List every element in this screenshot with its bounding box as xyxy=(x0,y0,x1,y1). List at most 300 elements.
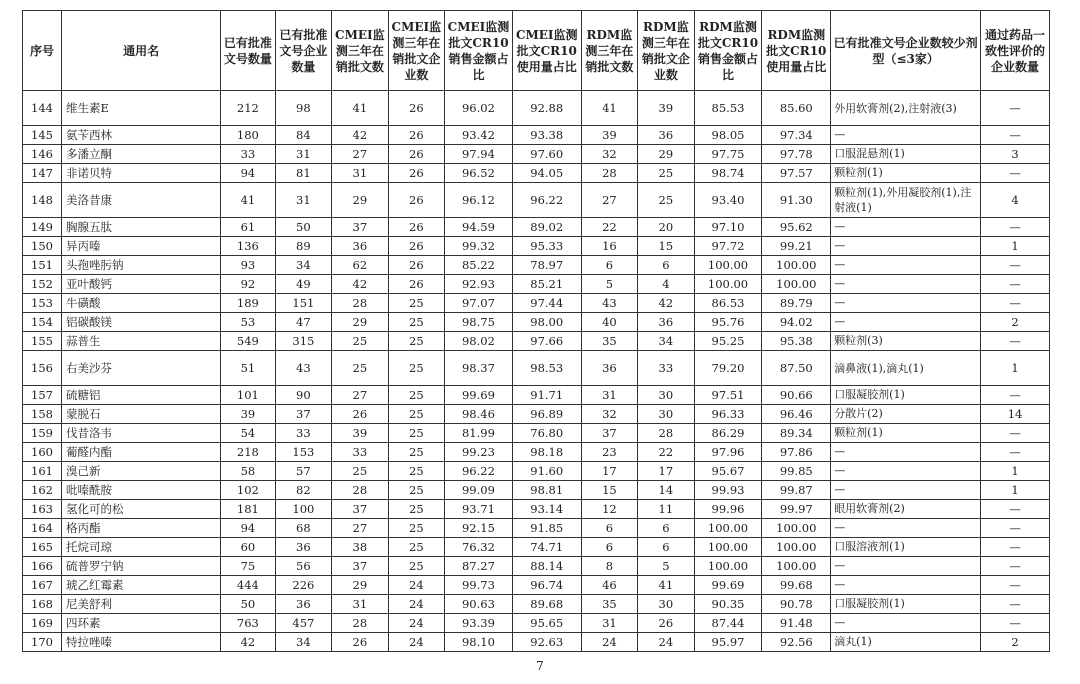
table-cell: 62 xyxy=(332,256,388,275)
table-cell: 37 xyxy=(275,405,331,424)
table-cell: 98.10 xyxy=(445,633,513,652)
table-cell: 161 xyxy=(23,462,62,481)
table-cell: — xyxy=(831,481,981,500)
table-cell: 98.75 xyxy=(445,313,513,332)
table-cell: 托烷司琼 xyxy=(62,538,221,557)
table-cell: 95.67 xyxy=(694,462,762,481)
table-cell: 97.44 xyxy=(512,294,581,313)
table-cell: — xyxy=(831,294,981,313)
table-row xyxy=(23,183,1050,218)
table-cell: 41 xyxy=(332,91,388,126)
table-cell: 伐昔洛韦 xyxy=(62,424,221,443)
table-cell: 43 xyxy=(275,351,331,386)
table-cell: 29 xyxy=(332,313,388,332)
table-cell: 20 xyxy=(638,218,694,237)
table-cell: 牛磺酸 xyxy=(62,294,221,313)
table-cell: 148 xyxy=(23,183,62,218)
table-cell: 91.71 xyxy=(512,386,581,405)
table-cell: 226 xyxy=(275,576,331,595)
table-cell: 61 xyxy=(221,218,275,237)
table-cell: 93.14 xyxy=(512,500,581,519)
table-cell: 分散片(2) xyxy=(831,405,981,424)
table-cell: 98.02 xyxy=(445,332,513,351)
table-cell: 33 xyxy=(275,424,331,443)
table-cell: 94 xyxy=(221,164,275,183)
table-cell: 166 xyxy=(23,557,62,576)
table-cell: — xyxy=(831,576,981,595)
table-cell: 29 xyxy=(332,576,388,595)
table-cell: 维生素E xyxy=(62,91,221,126)
table-cell: 39 xyxy=(581,126,637,145)
table-cell: 28 xyxy=(332,481,388,500)
table-cell: 24 xyxy=(388,576,444,595)
table-cell: 95.97 xyxy=(694,633,762,652)
table-cell: 26 xyxy=(332,633,388,652)
table-cell: 97.60 xyxy=(512,145,581,164)
table-cell: 160 xyxy=(23,443,62,462)
drug-data-table xyxy=(22,10,1050,652)
table-cell: 147 xyxy=(23,164,62,183)
table-row xyxy=(23,91,1050,126)
table-cell: 30 xyxy=(638,405,694,424)
table-cell: 25 xyxy=(388,313,444,332)
table-cell: 99.21 xyxy=(762,237,831,256)
table-cell: 149 xyxy=(23,218,62,237)
data-table-container xyxy=(22,10,1050,652)
table-cell: 胸腺五肽 xyxy=(62,218,221,237)
table-cell: 99.93 xyxy=(694,481,762,500)
table-row xyxy=(23,519,1050,538)
table-cell: 50 xyxy=(275,218,331,237)
table-cell: 93.42 xyxy=(445,126,513,145)
table-cell: 26 xyxy=(638,614,694,633)
table-cell: 56 xyxy=(275,557,331,576)
table-cell: 144 xyxy=(23,91,62,126)
table-cell: 27 xyxy=(332,519,388,538)
table-cell: 25 xyxy=(388,500,444,519)
table-cell: 181 xyxy=(221,500,275,519)
table-cell: 146 xyxy=(23,145,62,164)
table-body xyxy=(23,91,1050,652)
page-number: 7 xyxy=(536,659,544,673)
table-cell: 氢化可的松 xyxy=(62,500,221,519)
table-cell: 170 xyxy=(23,633,62,652)
table-cell: 57 xyxy=(275,462,331,481)
table-cell: 101 xyxy=(221,386,275,405)
table-cell: — xyxy=(981,443,1050,462)
table-cell: 96.33 xyxy=(694,405,762,424)
table-cell: 76.32 xyxy=(445,538,513,557)
table-row xyxy=(23,481,1050,500)
table-cell: 36 xyxy=(332,237,388,256)
table-cell: 29 xyxy=(332,183,388,218)
table-cell: 17 xyxy=(581,462,637,481)
table-cell: 46 xyxy=(581,576,637,595)
table-cell: 98 xyxy=(275,91,331,126)
table-cell: 87.50 xyxy=(762,351,831,386)
table-cell: 吡嗪酰胺 xyxy=(62,481,221,500)
table-cell: 49 xyxy=(275,275,331,294)
table-cell: 92.56 xyxy=(762,633,831,652)
table-cell: 5 xyxy=(638,557,694,576)
table-cell: 74.71 xyxy=(512,538,581,557)
table-cell: 99.68 xyxy=(762,576,831,595)
table-row xyxy=(23,351,1050,386)
table-cell: 葡醛内酯 xyxy=(62,443,221,462)
table-cell: 151 xyxy=(275,294,331,313)
table-cell: — xyxy=(981,332,1050,351)
table-cell: 99.73 xyxy=(445,576,513,595)
table-cell: 165 xyxy=(23,538,62,557)
table-cell: 25 xyxy=(388,462,444,481)
table-cell: 眼用软膏剂(2) xyxy=(831,500,981,519)
table-cell: 25 xyxy=(638,183,694,218)
table-cell: 150 xyxy=(23,237,62,256)
table-cell: 4 xyxy=(638,275,694,294)
table-cell: 17 xyxy=(638,462,694,481)
table-cell: 97.10 xyxy=(694,218,762,237)
table-row xyxy=(23,237,1050,256)
column-header: 已有批准文号企业数较少剂型（≤3家） xyxy=(831,11,981,91)
table-cell: 1 xyxy=(981,462,1050,481)
table-cell: 164 xyxy=(23,519,62,538)
table-cell: 1 xyxy=(981,351,1050,386)
table-cell: 25 xyxy=(388,481,444,500)
table-cell: 37 xyxy=(332,557,388,576)
table-cell: 25 xyxy=(388,424,444,443)
table-row xyxy=(23,145,1050,164)
table-cell: 25 xyxy=(388,443,444,462)
table-cell: 89 xyxy=(275,237,331,256)
table-cell: 136 xyxy=(221,237,275,256)
table-cell: 34 xyxy=(275,256,331,275)
table-cell: 滴鼻液(1),滴丸(1) xyxy=(831,351,981,386)
table-row xyxy=(23,424,1050,443)
table-cell: 100.00 xyxy=(762,275,831,294)
table-cell: 颗粒剂(1) xyxy=(831,424,981,443)
table-cell: 口服凝胶剂(1) xyxy=(831,595,981,614)
table-cell: 99.96 xyxy=(694,500,762,519)
table-cell: 81 xyxy=(275,164,331,183)
table-row xyxy=(23,386,1050,405)
table-cell: 6 xyxy=(638,538,694,557)
table-cell: 90.35 xyxy=(694,595,762,614)
table-cell: 溴己新 xyxy=(62,462,221,481)
table-cell: 30 xyxy=(638,386,694,405)
table-cell: 97.94 xyxy=(445,145,513,164)
table-cell: 异丙嗪 xyxy=(62,237,221,256)
column-header: 序号 xyxy=(23,11,62,91)
table-cell: 212 xyxy=(221,91,275,126)
table-row xyxy=(23,500,1050,519)
table-cell: 99.97 xyxy=(762,500,831,519)
table-cell: 97.96 xyxy=(694,443,762,462)
table-cell: 54 xyxy=(221,424,275,443)
header-row xyxy=(23,11,1050,91)
table-cell: 32 xyxy=(581,145,637,164)
table-cell: 35 xyxy=(581,595,637,614)
table-cell: 蒙脱石 xyxy=(62,405,221,424)
table-cell: 50 xyxy=(221,595,275,614)
table-cell: 100.00 xyxy=(694,256,762,275)
table-cell: 6 xyxy=(581,519,637,538)
table-cell: 43 xyxy=(581,294,637,313)
table-cell: 亚叶酸钙 xyxy=(62,275,221,294)
table-cell: 26 xyxy=(388,126,444,145)
table-row xyxy=(23,332,1050,351)
table-cell: 153 xyxy=(23,294,62,313)
table-cell: 90.78 xyxy=(762,595,831,614)
table-cell: 26 xyxy=(388,183,444,218)
table-cell: 30 xyxy=(638,595,694,614)
column-header: CMEI监测批文CR10使用量占比 xyxy=(512,11,581,91)
table-cell: 滴丸(1) xyxy=(831,633,981,652)
table-cell: 25 xyxy=(388,386,444,405)
table-cell: 444 xyxy=(221,576,275,595)
table-cell: 99.23 xyxy=(445,443,513,462)
table-cell: 167 xyxy=(23,576,62,595)
table-cell: 100.00 xyxy=(694,519,762,538)
table-cell: — xyxy=(831,256,981,275)
column-header: 通过药品一致性评价的企业数量 xyxy=(981,11,1050,91)
table-cell: 37 xyxy=(332,500,388,519)
table-cell: 27 xyxy=(332,145,388,164)
table-cell: 84 xyxy=(275,126,331,145)
table-cell: 99.69 xyxy=(694,576,762,595)
table-row xyxy=(23,256,1050,275)
table-cell: 85.60 xyxy=(762,91,831,126)
table-cell: 93.40 xyxy=(694,183,762,218)
table-cell: 85.22 xyxy=(445,256,513,275)
table-cell: 94.59 xyxy=(445,218,513,237)
table-cell: 39 xyxy=(332,424,388,443)
table-cell: 100 xyxy=(275,500,331,519)
table-cell: 24 xyxy=(638,633,694,652)
table-cell: 非诺贝特 xyxy=(62,164,221,183)
table-cell: 头孢唑肟钠 xyxy=(62,256,221,275)
table-cell: 92.63 xyxy=(512,633,581,652)
table-cell: 2 xyxy=(981,633,1050,652)
table-cell: 23 xyxy=(581,443,637,462)
table-cell: 93.39 xyxy=(445,614,513,633)
table-cell: 34 xyxy=(275,633,331,652)
column-header: RDM监测三年在销批文数 xyxy=(581,11,637,91)
table-cell: 95.65 xyxy=(512,614,581,633)
table-cell: 549 xyxy=(221,332,275,351)
table-cell: 93.38 xyxy=(512,126,581,145)
table-cell: 98.37 xyxy=(445,351,513,386)
table-cell: 6 xyxy=(581,256,637,275)
column-header: CMEI监测批文CR10销售金额占比 xyxy=(445,11,513,91)
table-cell: 154 xyxy=(23,313,62,332)
table-cell: 99.85 xyxy=(762,462,831,481)
table-cell: 29 xyxy=(638,145,694,164)
table-cell: 26 xyxy=(332,405,388,424)
table-cell: 6 xyxy=(581,538,637,557)
table-cell: 24 xyxy=(581,633,637,652)
table-cell: 美洛昔康 xyxy=(62,183,221,218)
column-header: RDM监测三年在销批文企业数 xyxy=(638,11,694,91)
table-cell: 琥乙红霉素 xyxy=(62,576,221,595)
table-cell: 100.00 xyxy=(694,538,762,557)
table-cell: 6 xyxy=(638,256,694,275)
table-cell: 25 xyxy=(388,332,444,351)
table-cell: — xyxy=(981,218,1050,237)
table-cell: 95.25 xyxy=(694,332,762,351)
table-cell: 89.34 xyxy=(762,424,831,443)
table-cell: 32 xyxy=(581,405,637,424)
table-cell: 98.74 xyxy=(694,164,762,183)
table-cell: 41 xyxy=(638,576,694,595)
table-cell: 98.81 xyxy=(512,481,581,500)
table-cell: 42 xyxy=(332,126,388,145)
table-cell: 36 xyxy=(581,351,637,386)
table-cell: 155 xyxy=(23,332,62,351)
table-cell: 4 xyxy=(981,183,1050,218)
table-cell: 68 xyxy=(275,519,331,538)
table-row xyxy=(23,126,1050,145)
table-cell: 90 xyxy=(275,386,331,405)
table-cell: — xyxy=(831,462,981,481)
table-cell: 99.69 xyxy=(445,386,513,405)
table-row xyxy=(23,614,1050,633)
table-cell: 78.97 xyxy=(512,256,581,275)
table-cell: 42 xyxy=(221,633,275,652)
table-cell: — xyxy=(981,576,1050,595)
table-cell: 95.33 xyxy=(512,237,581,256)
table-cell: 93.71 xyxy=(445,500,513,519)
table-cell: 85.21 xyxy=(512,275,581,294)
table-cell: — xyxy=(981,614,1050,633)
table-cell: — xyxy=(981,595,1050,614)
table-cell: 90.63 xyxy=(445,595,513,614)
table-row xyxy=(23,218,1050,237)
table-cell: 36 xyxy=(638,313,694,332)
table-cell: 156 xyxy=(23,351,62,386)
table-cell: — xyxy=(831,519,981,538)
table-cell: 180 xyxy=(221,126,275,145)
table-cell: 98.53 xyxy=(512,351,581,386)
table-cell: 颗粒剂(1) xyxy=(831,164,981,183)
column-header: CMEI监测三年在销批文数 xyxy=(332,11,388,91)
table-cell: 2 xyxy=(981,313,1050,332)
table-cell: 100.00 xyxy=(762,256,831,275)
table-cell: 99.87 xyxy=(762,481,831,500)
table-cell: 97.75 xyxy=(694,145,762,164)
table-cell: — xyxy=(831,218,981,237)
table-cell: 98.05 xyxy=(694,126,762,145)
table-cell: 38 xyxy=(332,538,388,557)
table-cell: — xyxy=(981,275,1050,294)
table-cell: 96.22 xyxy=(445,462,513,481)
table-cell: 33 xyxy=(332,443,388,462)
table-cell: 58 xyxy=(221,462,275,481)
table-cell: 95.38 xyxy=(762,332,831,351)
table-cell: 96.52 xyxy=(445,164,513,183)
table-row xyxy=(23,443,1050,462)
table-cell: 87.44 xyxy=(694,614,762,633)
table-cell: 27 xyxy=(581,183,637,218)
table-cell: 96.46 xyxy=(762,405,831,424)
table-cell: 97.34 xyxy=(762,126,831,145)
table-cell: 37 xyxy=(581,424,637,443)
table-cell: 98.46 xyxy=(445,405,513,424)
table-cell: 94.05 xyxy=(512,164,581,183)
table-cell: 91.48 xyxy=(762,614,831,633)
table-cell: 28 xyxy=(332,294,388,313)
table-cell: 格丙酯 xyxy=(62,519,221,538)
table-cell: 94.02 xyxy=(762,313,831,332)
table-cell: — xyxy=(981,519,1050,538)
table-cell: 41 xyxy=(221,183,275,218)
table-cell: — xyxy=(831,557,981,576)
table-cell: — xyxy=(981,386,1050,405)
column-header: RDM监测批文CR10使用量占比 xyxy=(762,11,831,91)
column-header: 通用名 xyxy=(62,11,221,91)
table-cell: 93 xyxy=(221,256,275,275)
table-cell: 169 xyxy=(23,614,62,633)
table-cell: 26 xyxy=(388,145,444,164)
table-cell: 97.66 xyxy=(512,332,581,351)
table-cell: 100.00 xyxy=(762,557,831,576)
column-header: CMEI监测三年在销批文企业数 xyxy=(388,11,444,91)
table-cell: 22 xyxy=(638,443,694,462)
table-row xyxy=(23,576,1050,595)
table-cell: 92.15 xyxy=(445,519,513,538)
table-cell: 86.53 xyxy=(694,294,762,313)
table-cell: 5 xyxy=(581,275,637,294)
table-cell: 口服混悬剂(1) xyxy=(831,145,981,164)
table-cell: 28 xyxy=(638,424,694,443)
table-cell: 26 xyxy=(388,164,444,183)
table-cell: 99.09 xyxy=(445,481,513,500)
table-cell: 81.99 xyxy=(445,424,513,443)
table-cell: 四环素 xyxy=(62,614,221,633)
table-cell: 92.88 xyxy=(512,91,581,126)
table-cell: — xyxy=(981,424,1050,443)
table-cell: 颗粒剂(1),外用凝胶剂(1),注射液(1) xyxy=(831,183,981,218)
table-cell: 27 xyxy=(332,386,388,405)
table-cell: — xyxy=(981,91,1050,126)
table-cell: 88.14 xyxy=(512,557,581,576)
table-row xyxy=(23,164,1050,183)
table-row xyxy=(23,294,1050,313)
table-row xyxy=(23,557,1050,576)
table-cell: 28 xyxy=(332,614,388,633)
table-cell: 162 xyxy=(23,481,62,500)
table-cell: 145 xyxy=(23,126,62,145)
table-cell: 26 xyxy=(388,218,444,237)
table-cell: 97.07 xyxy=(445,294,513,313)
table-cell: 42 xyxy=(332,275,388,294)
table-cell: 97.57 xyxy=(762,164,831,183)
table-cell: 152 xyxy=(23,275,62,294)
table-cell: 25 xyxy=(388,405,444,424)
table-cell: 口服凝胶剂(1) xyxy=(831,386,981,405)
table-cell: — xyxy=(981,500,1050,519)
table-cell: 31 xyxy=(332,164,388,183)
table-cell: 24 xyxy=(388,614,444,633)
table-cell: 100.00 xyxy=(694,557,762,576)
table-cell: 1 xyxy=(981,237,1050,256)
table-cell: 15 xyxy=(638,237,694,256)
table-cell: 36 xyxy=(275,538,331,557)
table-cell: 15 xyxy=(581,481,637,500)
table-cell: 14 xyxy=(981,405,1050,424)
table-cell: 92 xyxy=(221,275,275,294)
table-cell: 14 xyxy=(638,481,694,500)
table-cell: 97.78 xyxy=(762,145,831,164)
